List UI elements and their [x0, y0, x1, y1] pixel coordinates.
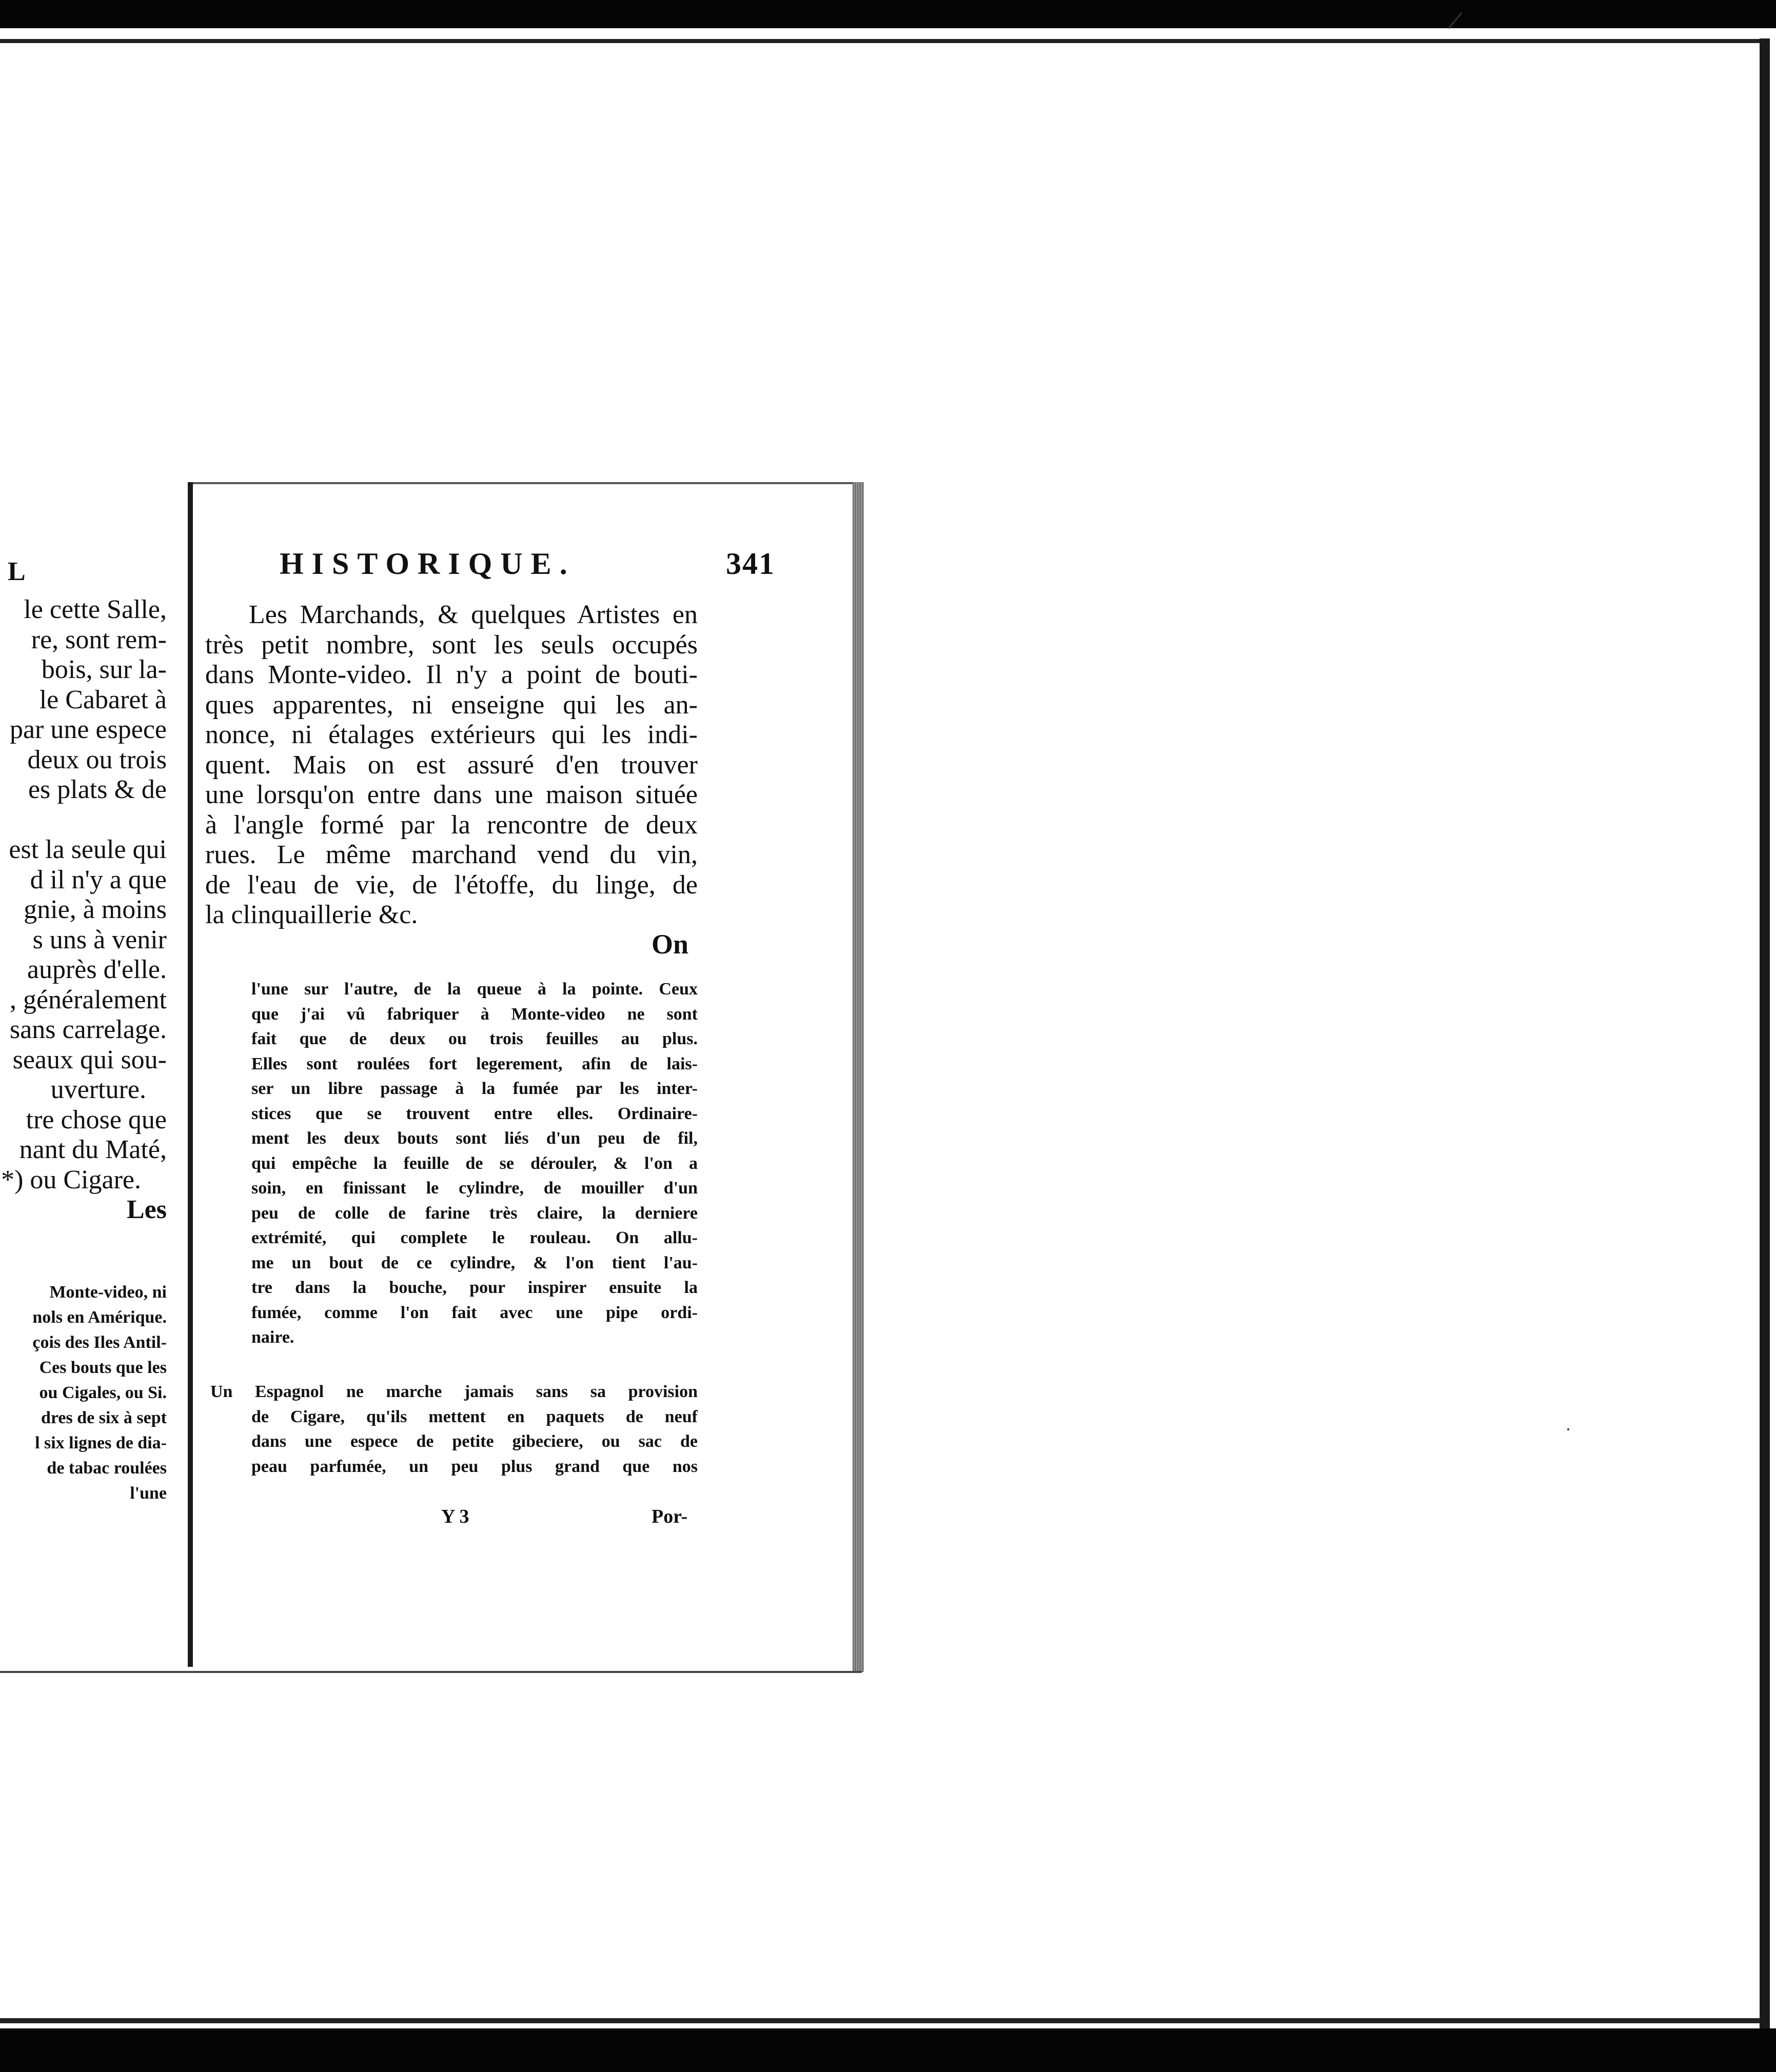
text-line: le cette Salle,: [24, 595, 167, 624]
running-title: HISTORIQUE.: [280, 547, 576, 581]
text-line: est la seule qui: [9, 835, 167, 864]
text-line: ques apparentes, ni enseigne qui les an-: [205, 690, 698, 720]
footnote-line: ser un libre passage à la fumée par les inter-: [251, 1079, 698, 1098]
scan-border-right: [1760, 38, 1770, 2028]
right-page: [200, 482, 852, 1662]
text-line: d il n'y a que: [30, 865, 167, 894]
text-line: auprès d'elle.: [27, 955, 167, 984]
page-bottom-edge: [0, 1671, 862, 1673]
signature-mark: Y 3: [441, 1506, 469, 1527]
left-footnote: [0, 1280, 167, 1506]
text-line: nonce, ni étalages extérieurs qui les indi-: [205, 720, 698, 749]
text-line: es plats & de: [28, 775, 167, 804]
left-body-text: [0, 595, 167, 1225]
footnote-line: ou Cigales, ou Si.: [39, 1383, 167, 1402]
text-line: nant du Maté,: [19, 1135, 167, 1164]
footnote-line: Ces bouts que les: [39, 1358, 167, 1377]
footnote-line: l'une sur l'autre, de la queue à la pointe. Ceux: [251, 980, 698, 999]
scan-border-inner-bottom: [0, 2018, 1760, 2023]
footnote-line: naire.: [251, 1328, 294, 1347]
footnote-line: Monte-video, ni: [49, 1283, 167, 1302]
text-line: très petit nombre, sont les seuls occupés: [205, 630, 698, 660]
text-line: deux ou trois: [27, 745, 167, 774]
footnote-line: fumée, comme l'on fait avec une pipe ordi-: [251, 1303, 698, 1322]
footnote-catchword: l'une: [130, 1484, 167, 1503]
left-running-title: L: [8, 557, 28, 586]
text-line: de l'eau de vie, de l'étoffe, du linge, de: [205, 870, 698, 900]
footnote: [251, 977, 698, 1350]
catchword: On: [652, 929, 689, 960]
text-line: rues. Le même marchand vend du vin,: [205, 840, 698, 869]
footnote-catchword: Por-: [652, 1506, 688, 1527]
text-line: re, sont rem-: [31, 625, 167, 654]
footnote-line: ment les deux bouts sont liés d'un peu de fil,: [251, 1129, 698, 1148]
text-line: dans Monte-video. Il n'y a point de bouti-: [205, 660, 698, 689]
text-line: quent. Mais on est assuré d'en trouver: [205, 750, 698, 780]
left-page: [0, 482, 177, 1662]
footnote-second: [210, 1380, 698, 1479]
text-line: gnie, à moins: [24, 895, 167, 924]
text-line: bois, sur la-: [41, 655, 167, 684]
scan-border-bottom: [0, 2028, 1776, 2072]
footnote-line: stices que se trouvent entre elles. Ordinaire-: [251, 1104, 698, 1123]
footnote-line: Un Espagnol ne marche jamais sans sa provision: [210, 1382, 698, 1401]
footnote-line: tre dans la bouche, pour inspirer ensuite la: [251, 1278, 698, 1297]
scan-dust: [1567, 1428, 1569, 1430]
text-line: s uns à venir: [32, 925, 167, 954]
text-line: , généralement: [9, 985, 167, 1014]
text-line: par une espece: [9, 715, 167, 744]
text-line: une lorsqu'on entre dans une maison située: [205, 780, 698, 809]
footnote-line: l six lignes de dia-: [35, 1433, 167, 1452]
footnote-line: dans une espece de petite gibeciere, ou sac de: [251, 1432, 698, 1451]
catchword: Les: [127, 1195, 167, 1224]
text-line: uverture.: [50, 1075, 146, 1104]
footnote-line: nols en Amérique.: [32, 1308, 167, 1327]
text-line: la clinquaillerie &c.: [205, 900, 418, 929]
scan-border-top: [0, 0, 1776, 28]
footnote-line: me un bout de ce cylindre, & l'on tient l'au-: [251, 1253, 698, 1272]
footnote-line: de tabac roulées: [47, 1459, 167, 1478]
text-line: à l'angle formé par la rencontre de deux: [205, 810, 698, 840]
text-line: *) ou Cigare.: [1, 1165, 141, 1194]
page-fore-edge: [853, 482, 864, 1672]
text-line: seaux qui sou-: [12, 1045, 167, 1074]
footnote-line: de Cigare, qu'ils mettent en paquets de neuf: [251, 1407, 698, 1426]
text-line: Les Marchands, & quelques Artistes en: [249, 600, 698, 629]
page-number: 341: [726, 547, 775, 581]
text-line: sans carrelage.: [9, 1015, 167, 1044]
scan-border-inner-top: [0, 39, 1760, 43]
text-line: tre chose que: [26, 1105, 167, 1134]
footnote-line: qui empêche la feuille de se dérouler, & l'on a: [251, 1153, 698, 1173]
footnote-line: peau parfumée, un peu plus grand que nos: [251, 1457, 698, 1476]
text-line: [0, 805, 167, 835]
book-spine: [188, 482, 193, 1667]
book-spread: [0, 482, 864, 1676]
footnote-line: fait que de deux ou trois feuilles au plus.: [251, 1029, 698, 1048]
footnote-line: extrémité, qui complete le rouleau. On allu-: [251, 1228, 698, 1247]
footnote-line: que j'ai vû fabriquer à Monte-video ne sont: [251, 1004, 698, 1024]
body-text: [205, 600, 698, 930]
text-line: le Cabaret à: [39, 685, 167, 714]
footnote-line: Elles sont roulées fort legerement, afin de lais-: [251, 1054, 698, 1073]
footnote-line: soin, en finissant le cylindre, de mouiller d'un: [251, 1179, 698, 1198]
footnote-line: peu de colle de farine très claire, la derniere: [251, 1203, 698, 1223]
footnote-line: dres de six à sept: [41, 1408, 167, 1427]
footnote-line: çois des Iles Antil-: [32, 1333, 167, 1352]
